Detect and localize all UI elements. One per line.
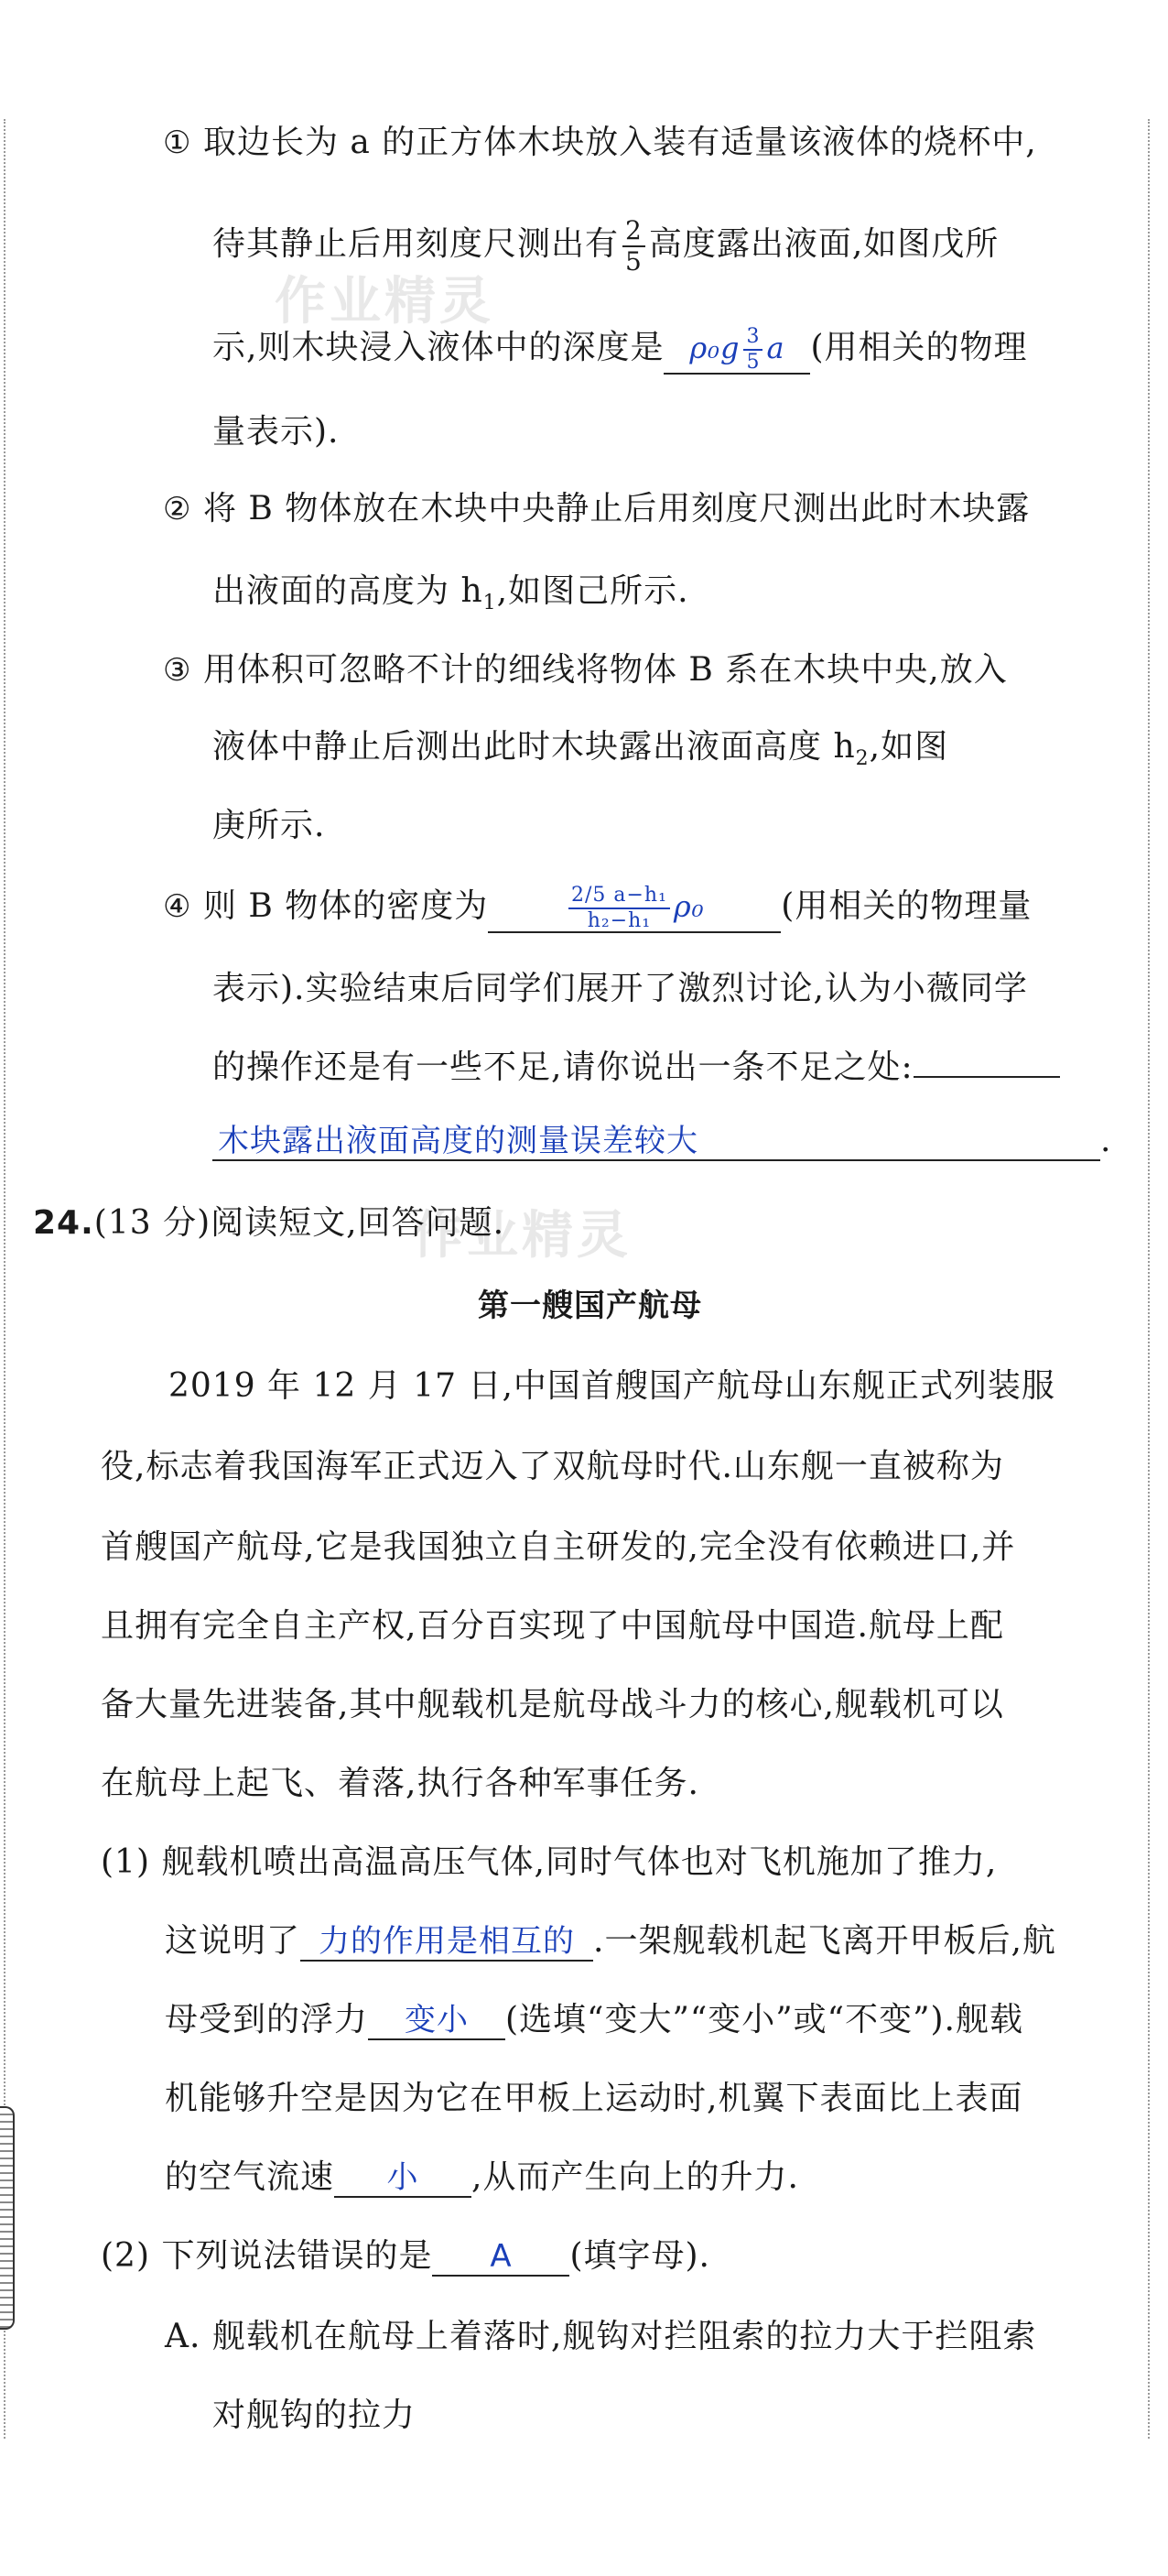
item1-line2: 待其静止后用刻度尺测出有 $\frac{2}{5}$ 高度露出液面,如图戊所: [212, 215, 1000, 277]
fraction: $\frac{2}{5}$: [622, 218, 645, 275]
sub-label: (1): [101, 1843, 150, 1881]
item2-line2: 出液面的高度为 $h_1$,如图己所示.: [212, 572, 689, 615]
item1-line3: 示,则木块浸入液体中的深度是 ρ₀g $\frac{3}{5}$ a (用相关的物理: [212, 325, 1028, 374]
answer-fraction: $\frac{3}{5}$: [743, 327, 762, 373]
item4-line3: 的操作还是有一些不足,请你说出一条不足之处:: [212, 1046, 1060, 1090]
answer-blank: 小: [334, 2159, 471, 2198]
sub1-line5: 的空气流速 小 ,从而产生向上的升力.: [165, 2158, 799, 2196]
answer-blank: ρ₀g $\frac{3}{5}$ a: [664, 327, 810, 375]
item2-line1: ② 将 B 物体放在木块中央静止后用刻度尺测出此时木块露: [163, 490, 1031, 527]
question-number: 24.: [33, 1204, 94, 1242]
deficiency-answer-blank: 木块露出液面高度的测量误差较大: [212, 1123, 1100, 1161]
answer-blank: 力的作用是相互的: [300, 1923, 593, 1962]
para-line: 首艘国产航母,它是我国独立自主研发的,完全没有依赖进口,并: [101, 1528, 1016, 1566]
q24-heading: 24.(13 分)阅读短文,回答问题.: [33, 1204, 505, 1242]
page-border-right: [1148, 119, 1150, 2439]
item1-line4: 量表示).: [212, 413, 340, 451]
answer-blank: A: [432, 2238, 569, 2277]
para-line: 2019 年 12 月 17 日,中国首艘国产航母山东舰正式列装服: [168, 1367, 1055, 1405]
item3-line1: ③ 用体积可忽略不计的细线将物体 B 系在木块中央,放入: [163, 651, 1008, 689]
watermark: 作业精灵: [275, 272, 494, 332]
density-fraction: $\frac{\text{2/5 a−h₁}}{\text{h₂−h₁}}$: [568, 886, 670, 931]
item-marker: ①: [163, 125, 192, 161]
para-line: 役,标志着我国海军正式迈入了双航母时代.山东舰一直被称为: [101, 1448, 1004, 1485]
binding-mark: [0, 2106, 15, 2330]
sub-label: (2): [101, 2237, 150, 2275]
option-a-line2: 对舰钩的拉力: [212, 2397, 416, 2434]
para-line: 在航母上起飞、着落,执行各种军事任务.: [101, 1765, 699, 1802]
sub1-line3: 母受到的浮力 变小 (选填“变大”“变小”或“不变”).舰载: [165, 2001, 1023, 2038]
para-line: 且拥有完全自主产权,百分百实现了中国航母中国造.航母上配: [101, 1607, 1004, 1645]
page-border-left: [4, 119, 5, 2439]
item1-line1: ① 取边长为 a 的正方体木块放入装有适量该液体的烧杯中,: [163, 124, 1037, 161]
sub1-line1: (1) 舰载机喷出高温高压气体,同时气体也对飞机施加了推力,: [101, 1843, 998, 1881]
item3-line2: 液体中静止后测出此时木块露出液面高度 $h_2$,如图: [212, 728, 949, 771]
item4-line1: ④ 则 B 物体的密度为 $\frac{\text{2/5 a−h₁}}{\text{h₂−h₁}}$ ρ₀ (用相关的物理量: [163, 884, 1033, 932]
sub1-line4: 机能够升空是因为它在甲板上运动时,机翼下表面比上表面: [165, 2080, 1023, 2117]
article-title: 第一艘国产航母: [478, 1288, 702, 1324]
sub1-line2: 这说明了 力的作用是相互的 .一架舰载机起飞离开甲板后,航: [165, 1922, 1056, 1960]
option-a-line1: A. 舰载机在航母上着落时,舰钩对拦阻索的拉力大于拦阻索: [165, 2318, 1037, 2355]
answer-blank: 变小: [368, 2002, 505, 2040]
sub2-line1: (2) 下列说法错误的是 A (填字母).: [101, 2237, 711, 2275]
watermark: 作业精灵: [412, 1206, 632, 1266]
item4-line4: 木块露出液面高度的测量误差较大 .: [212, 1119, 1111, 1163]
density-answer-blank: $\frac{\text{2/5 a−h₁}}{\text{h₂−h₁}}$ ρ₀: [488, 886, 781, 933]
item4-line2: 表示).实验结束后同学们展开了激烈讨论,认为小薇同学: [212, 970, 1028, 1007]
para-line: 备大量先进装备,其中舰载机是航母战斗力的核心,舰载机可以: [101, 1686, 1004, 1723]
item3-line3: 庚所示.: [212, 807, 326, 844]
